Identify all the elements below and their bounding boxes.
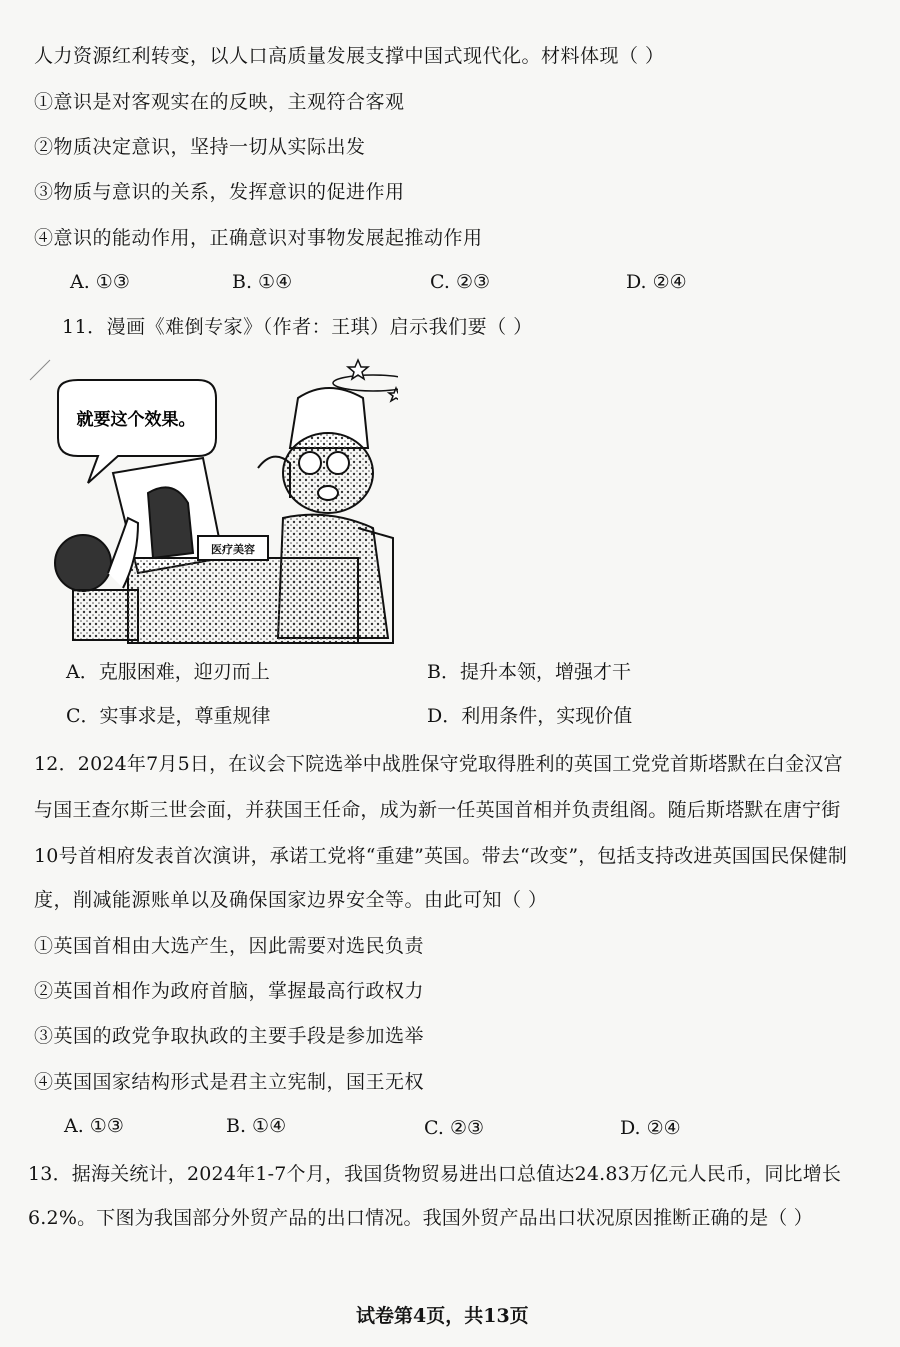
q12-statement-4: ④英国国家结构形式是君主立宪制，国王无权 bbox=[34, 1071, 425, 1093]
q10-statement-4: ④意识的能动作用，正确意识对事物发展起推动作用 bbox=[34, 227, 483, 249]
q10-option-b: B. ①④ bbox=[232, 271, 293, 293]
q13-stem-line-1: 13．据海关统计，2024年1-7个月，我国货物贸易进出口总值达24.83万亿元人民币，同比增长 bbox=[28, 1163, 842, 1185]
q10-option-a: A. ①③ bbox=[70, 271, 130, 293]
speech-text: 就要这个效果。 bbox=[76, 410, 196, 430]
q11-option-c: C．实事求是，尊重规律 bbox=[66, 705, 271, 727]
q11-option-b: B．提升本领，增强才干 bbox=[427, 661, 631, 683]
q11-option-d: D．利用条件，实现价值 bbox=[427, 705, 633, 727]
q12-stem-line-2: 与国王查尔斯三世会面，并获国王任命，成为新一任英国首相并负责组阁。随后斯塔默在唐宁街 bbox=[34, 799, 841, 821]
q12-option-a: A. ①③ bbox=[64, 1115, 124, 1137]
q12-stem-line-4: 度，削减能源账单以及确保国家边界安全等。由此可知（ ） bbox=[34, 889, 548, 911]
q12-statement-3: ③英国的政党争取执政的主要手段是参加选举 bbox=[34, 1025, 425, 1047]
q12-stem-line-3: 10号首相府发表首次演讲，承诺工党将“重建”英国。带去“改变”，包括支持改进英国国民保健制 bbox=[34, 845, 848, 867]
cartoon-illustration bbox=[28, 358, 398, 648]
q10-option-d: D. ②④ bbox=[626, 271, 687, 293]
q12-option-b: B. ①④ bbox=[226, 1115, 287, 1137]
snail-figure bbox=[55, 518, 138, 640]
q10-statement-3: ③物质与意识的关系，发挥意识的促进作用 bbox=[34, 181, 405, 203]
q11-option-a: A．克服困难，迎刃而上 bbox=[66, 661, 270, 683]
desk-sign-text: 医疗美容 bbox=[211, 543, 255, 556]
q12-option-c: C. ②③ bbox=[424, 1117, 485, 1139]
q12-statement-1: ①英国首相由大选产生，因此需要对选民负责 bbox=[34, 935, 425, 957]
q10-statement-2: ②物质决定意识，坚持一切从实际出发 bbox=[34, 136, 366, 158]
q10-option-c: C. ②③ bbox=[430, 271, 491, 293]
page-footer: 试卷第4页，共13页 bbox=[356, 1305, 529, 1327]
q10-stem-tail: 人力资源红利转变，以人口高质量发展支撑中国式现代化。材料体现（ ） bbox=[34, 45, 665, 67]
q10-statement-1: ①意识是对客观实在的反映，主观符合客观 bbox=[34, 91, 405, 113]
q13-stem-line-2: 6.2%。下图为我国部分外贸产品的出口情况。我国外贸产品出口状况原因推断正确的是（ ） bbox=[28, 1207, 813, 1229]
q12-stem-line-1: 12．2024年7月5日，在议会下院选举中战胜保守党取得胜利的英国工党党首斯塔默在白金汉宫 bbox=[34, 753, 843, 775]
q12-statement-2: ②英国首相作为政府首脑，掌握最高行政权力 bbox=[34, 980, 425, 1002]
q11-stem: 11．漫画《难倒专家》（作者：王琪）启示我们要（ ） bbox=[62, 316, 533, 338]
q12-option-d: D. ②④ bbox=[620, 1117, 681, 1139]
